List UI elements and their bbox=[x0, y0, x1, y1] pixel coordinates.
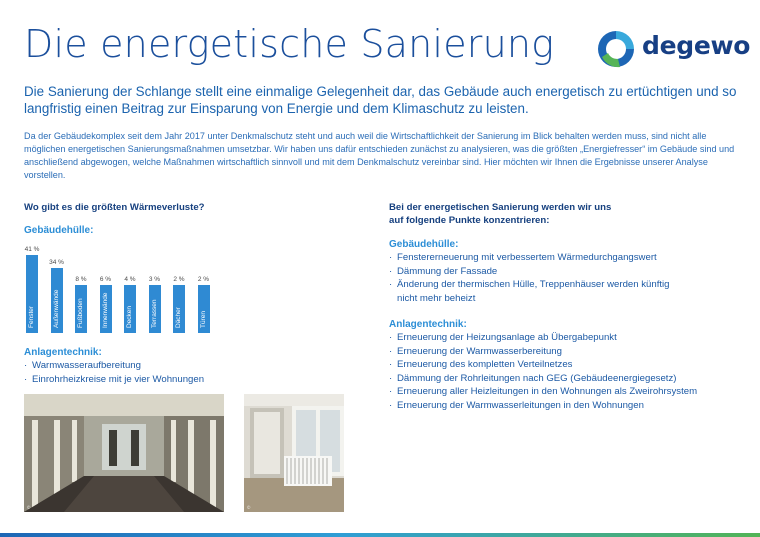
list-item: · Dämmung der Fassade bbox=[389, 265, 689, 279]
photo-credit: © bbox=[27, 505, 31, 510]
chart-category-label: Decken bbox=[126, 305, 133, 328]
chart-bar bbox=[51, 268, 63, 333]
chart-bar bbox=[124, 285, 136, 333]
degewo-logo-text: degewo bbox=[642, 31, 751, 60]
chart-bar bbox=[198, 285, 210, 333]
chart-category-label: Fußboden bbox=[77, 298, 84, 328]
chart-category-label: Terrassen bbox=[150, 299, 158, 328]
list-item: · Warmwasseraufbereitung bbox=[24, 359, 244, 373]
chart-value-label: 3 % bbox=[148, 276, 161, 283]
chart-category-label: Türen bbox=[199, 311, 207, 328]
left-gebaeude-label: Gebäudehülle: bbox=[24, 225, 94, 236]
room-photo-image bbox=[244, 394, 344, 512]
room-photo bbox=[244, 394, 344, 512]
left-anlagen-list bbox=[24, 359, 244, 386]
right-heading-line2: auf folgende Punkte konzentrieren: bbox=[389, 215, 550, 226]
chart-category-label: Außenwände bbox=[52, 289, 60, 328]
list-item: · Fenstererneuerung mit verbessertem Wärmedurchgangswert bbox=[389, 251, 689, 265]
chart-bar bbox=[149, 285, 161, 333]
chart-bar bbox=[26, 255, 38, 333]
chart-value-label: 6 % bbox=[99, 276, 112, 283]
list-item: · Erneuerung der Warmwasserleitungen in den Wohnungen bbox=[389, 399, 729, 413]
corridor-photo-image bbox=[24, 394, 224, 512]
chart-value-label: 4 % bbox=[124, 276, 136, 283]
list-item: · Erneuerung des kompletten Verteilnetzes bbox=[389, 358, 729, 372]
chart-value-label: 2 % bbox=[173, 276, 185, 283]
list-item: · Erneuerung der Warmwasserbereitung bbox=[389, 345, 729, 359]
left-anlagen-label: Anlagentechnik: bbox=[24, 347, 102, 358]
chart-category-label: Innenwände bbox=[101, 292, 109, 328]
degewo-logo bbox=[594, 27, 751, 71]
list-item: · Erneuerung aller Heizleitungen in den Wohnungen als Zweirohrsystem bbox=[389, 385, 729, 399]
chart-value-label: 34 % bbox=[49, 259, 64, 267]
right-anlagen-label: Anlagentechnik: bbox=[389, 319, 467, 330]
body-paragraph: Da der Gebäudekomplex seit dem Jahr 2017 unter Denkmalschutz steht und auch weil die Wirtschaftlichkeit der Sanierung im Blick behalten werden muss, sind nicht alle möglichen energetischen Sanierungsmaßnahmen umsetzbar. Wir haben uns dafür entschieden zunächst zu analysieren, was die größten „Energiefresser“ im Gebäude sind und anschließend abgewogen, welche Maßnahmen wirtschaftlich sinnvoll und mit dem Denkmalschutz vereinbar sind. Hier möchten wir Ihnen die Ergebnisse unserer Analyse vorstellen. bbox=[24, 131, 735, 180]
chart-bar bbox=[75, 285, 87, 333]
right-anlagen-list bbox=[389, 331, 729, 412]
chart-value-label: 2 % bbox=[197, 276, 210, 283]
right-gebaeude-list bbox=[389, 251, 689, 305]
list-item: · Änderung der thermischen Hülle, Treppenhäuser werden künftig nicht mehr beheizt bbox=[389, 278, 689, 305]
list-item: · Einrohrheizkreise mit je vier Wohnungen bbox=[24, 373, 244, 387]
photo-credit: © bbox=[247, 505, 251, 510]
lead-paragraph: Die Sanierung der Schlange stellt eine einmalige Gelegenheit dar, das Gebäude auch energetisch zu ertüchtigen und so langfristig einen Beitrag zur Einsparung von Energie und dem Klimaschutz zu leisten. bbox=[24, 84, 737, 116]
chart-value-label: 41 % bbox=[24, 246, 40, 253]
right-heading-line1: Bei der energetischen Sanierung werden wir uns bbox=[389, 202, 612, 213]
right-gebaeude-label: Gebäudehülle: bbox=[389, 239, 459, 250]
list-item: · Erneuerung der Heizungsanlage ab Übergabepunkt bbox=[389, 331, 729, 345]
heat-loss-bar-chart bbox=[24, 243, 229, 333]
chart-bar bbox=[173, 285, 185, 333]
chart-category-label: Dächer bbox=[175, 307, 182, 328]
bottom-gradient-bar bbox=[0, 533, 760, 537]
left-heading: Wo gibt es die größten Wärmeverluste? bbox=[24, 202, 205, 213]
corridor-photo bbox=[24, 394, 224, 512]
degewo-logo-icon bbox=[594, 27, 638, 71]
list-item: · Dämmung der Rohrleitungen nach GEG (Gebäudeenergiegesetz) bbox=[389, 372, 729, 386]
chart-bar bbox=[100, 285, 112, 333]
chart-value-label: 8 % bbox=[75, 276, 87, 283]
page-title: Die energetische Sanierung bbox=[24, 22, 555, 66]
chart-category-label: Fenster bbox=[28, 305, 35, 328]
